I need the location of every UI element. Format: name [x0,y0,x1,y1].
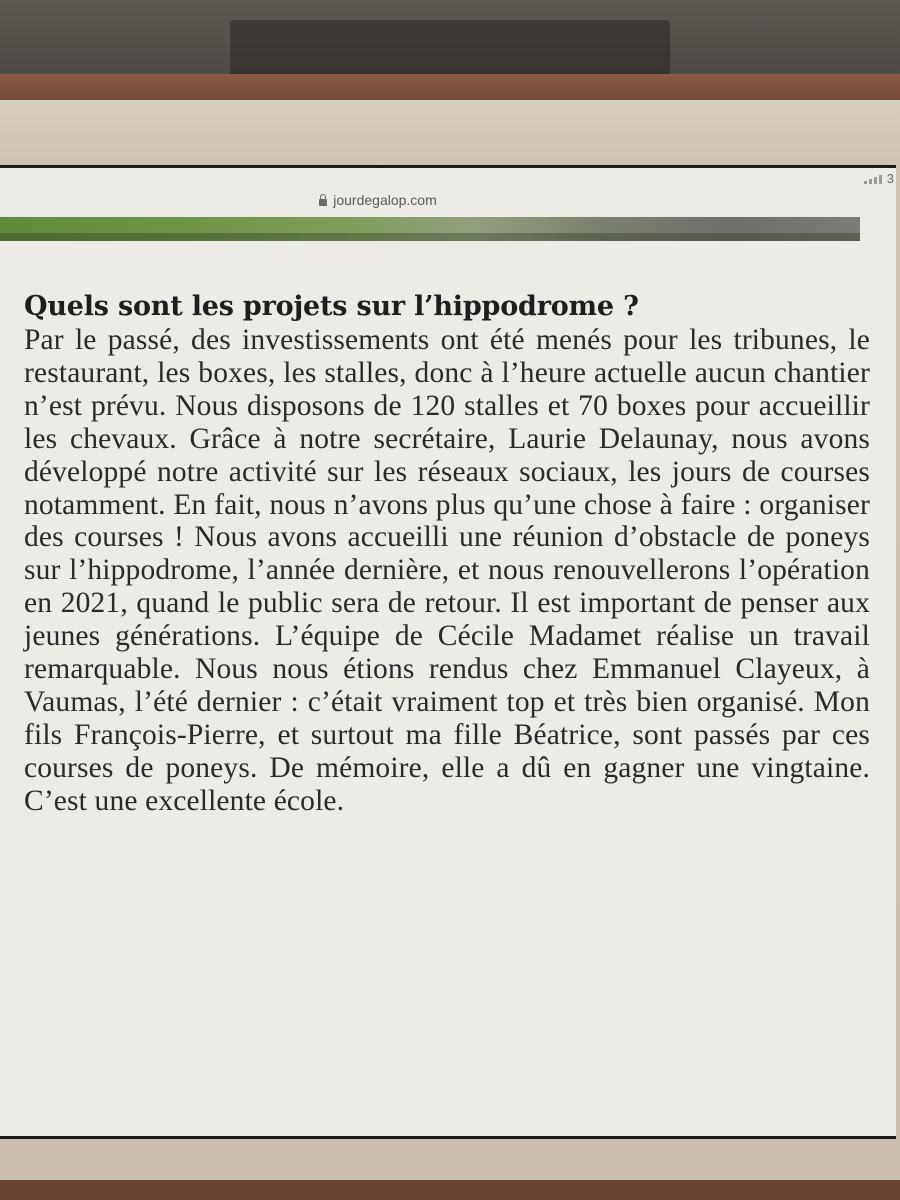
address-bar[interactable] [0,178,896,222]
article-paragraph: Par le passé, des investissements ont été menés pour les tribunes, le restaurant, les boxes, les stalles, donc à l’heure actuelle aucun chantier n’est prévu. Nous disposons de 120 stalles et 70 boxes pour accueillir les chevaux. Grâce à notre secrétaire, Laurie Delaunay, nous avons développé notre activité sur les réseaux sociaux, les jours de courses notamment. En fait, nous n’avons plus qu’une chose à faire : organiser des courses ! Nous avons accueilli une réunion d’obstacle de poneys sur l’hippodrome, l’année dernière, et nous renouvellerons l’opération en 2021, quand le public sera de retour. Il est important de penser aux jeunes générations. L’équipe de Cécile Madamet réalise un travail remarquable. Nous nous étions rendus chez Emmanuel Clayeux, à Vaumas, l’été dernier : c’était vraiment top et très bien organisé. Mon fils François-Pierre, et surtout ma fille Béatrice, sont passés par ces courses de poneys. De mémoire, elle a dû en gagner une vingtaine. C’est une excellente école. [24,324,870,817]
lock-icon [319,199,327,206]
url-text[interactable]: jourdegalop.com [333,192,437,208]
status-text: 3 [886,171,894,186]
tablet-screen [0,165,896,1139]
section-heading: Quels sont les projets sur l’hippodrome ? [24,291,639,322]
article-content [24,290,870,818]
header-image-strip [0,217,860,241]
wall-shadow [230,20,670,80]
background-wall [0,0,900,80]
